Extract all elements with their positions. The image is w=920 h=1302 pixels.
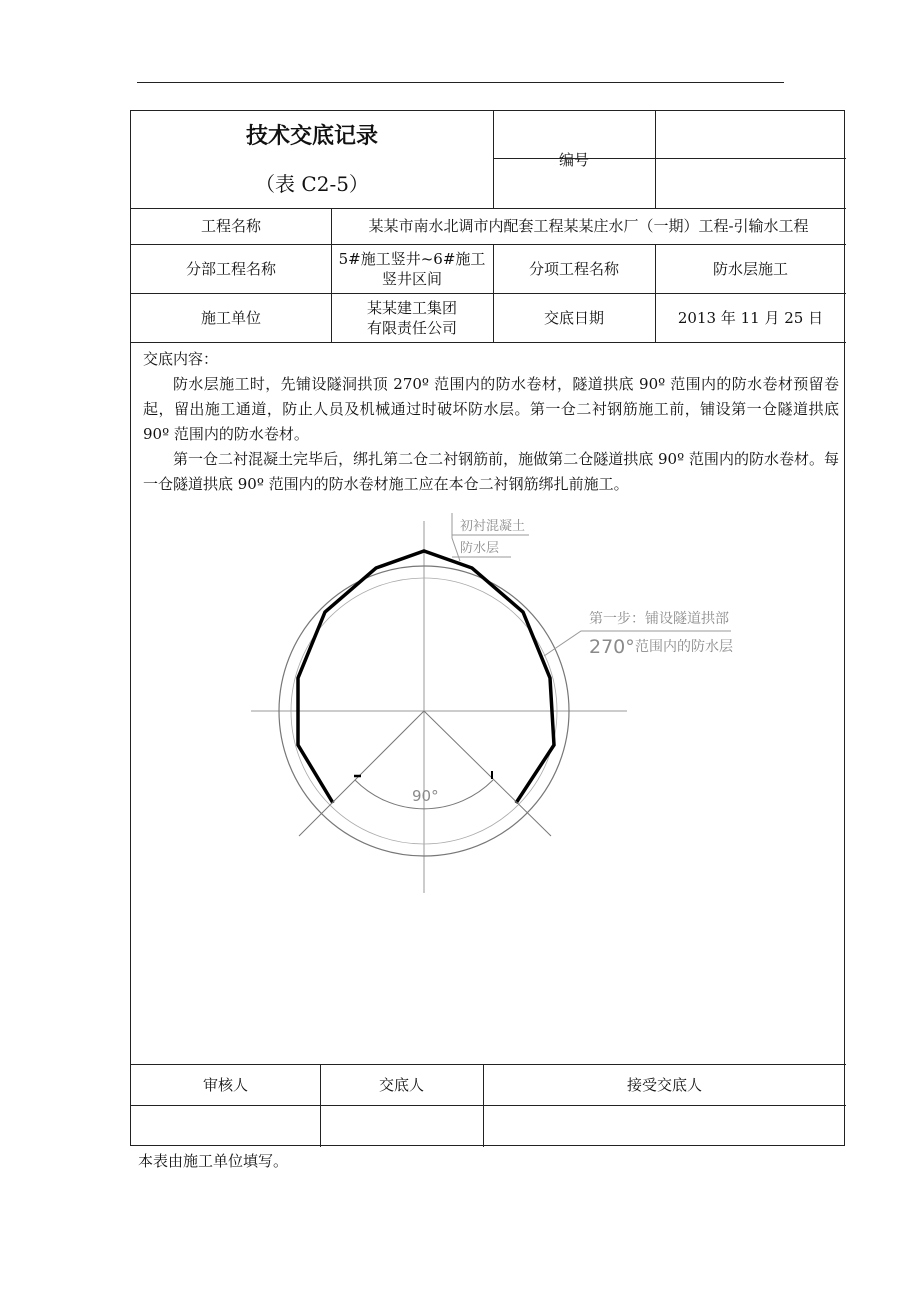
presenter-label: 交底人 bbox=[378, 1075, 424, 1094]
project-name-label: 工程名称 bbox=[200, 217, 261, 235]
content-label: 交底内容： bbox=[143, 350, 219, 368]
step-one-label: 第一步：铺设隧道拱部 bbox=[589, 611, 729, 627]
receiver-label: 接受交底人 bbox=[626, 1075, 702, 1094]
project-name-value: 某某市南水北调市内配套工程某某庄水厂（一期）工程-引输水工程 bbox=[368, 217, 809, 235]
division-value-line1: 5#施工竖井~6#施工 bbox=[338, 249, 486, 268]
briefing-date-value: 2013 年 11 月 25 日 bbox=[677, 308, 824, 327]
tunnel-diagram bbox=[131, 491, 846, 911]
footnote: 本表由施工单位填写。 bbox=[138, 1152, 289, 1170]
number-field-2[interactable] bbox=[655, 158, 846, 208]
step-leader bbox=[544, 631, 585, 656]
number-field-1[interactable] bbox=[655, 111, 846, 158]
reviewer-signature-field[interactable] bbox=[131, 1105, 320, 1147]
step-angle-270: 270° bbox=[589, 636, 635, 658]
construction-unit-value bbox=[331, 293, 493, 342]
waterproof-layer-label: 防水层 bbox=[460, 541, 500, 556]
division-value-line2: 竖井区间 bbox=[381, 269, 442, 288]
radial-line-right bbox=[424, 711, 551, 836]
concrete-lining-label: 初衬混凝土 bbox=[460, 519, 526, 534]
subitem-name-label: 分项工程名称 bbox=[528, 259, 619, 278]
lining-leader bbox=[452, 513, 460, 561]
construction-unit-label: 施工单位 bbox=[200, 308, 261, 327]
content-paragraph-1: 防水层施工时，先铺设隧洞拱顶 270º 范围内的防水卷材，隧道拱底 90º 范围内的防水卷材预留卷起，留出施工通道，防止人员及机械通过时破坏防水层。第一仓二衬钢筋施工前，铺设第一仓隧道拱底 90º 范围内的防水卷材。 bbox=[143, 375, 839, 443]
angle-90-label: 90° bbox=[412, 787, 439, 805]
reviewer-label: 审核人 bbox=[202, 1075, 248, 1094]
number-label: 编号 bbox=[558, 150, 589, 169]
header-rule bbox=[137, 82, 784, 83]
briefing-date-label: 交底日期 bbox=[543, 308, 604, 327]
division-name-value bbox=[331, 244, 493, 293]
form-subtitle: （表 C2-5） bbox=[255, 172, 369, 196]
division-name-label: 分部工程名称 bbox=[185, 259, 276, 278]
row-divider bbox=[131, 342, 846, 343]
step-range-label: 范围内的防水层 bbox=[635, 639, 733, 655]
record-sheet bbox=[130, 110, 845, 1146]
waterproof-layer-270 bbox=[298, 551, 554, 803]
subitem-name-value: 防水层施工 bbox=[712, 259, 788, 278]
receiver-signature-field[interactable] bbox=[483, 1105, 846, 1147]
content-paragraph-2: 第一仓二衬混凝土完毕后，绑扎第二仓二衬钢筋前，施做第二仓隧道拱底 90º 范围内的防水卷材。每一仓隧道拱底 90º 范围内的防水卷材施工应在本仓二衬钢筋绑扎前施工。 bbox=[143, 450, 839, 493]
unit-value-line1: 某某建工集团 bbox=[366, 298, 457, 317]
radial-line-left bbox=[299, 711, 424, 836]
presenter-signature-field[interactable] bbox=[320, 1105, 483, 1147]
unit-value-line2: 有限责任公司 bbox=[366, 318, 457, 337]
form-title: 技术交底记录 bbox=[245, 124, 378, 149]
briefing-content bbox=[143, 347, 839, 497]
